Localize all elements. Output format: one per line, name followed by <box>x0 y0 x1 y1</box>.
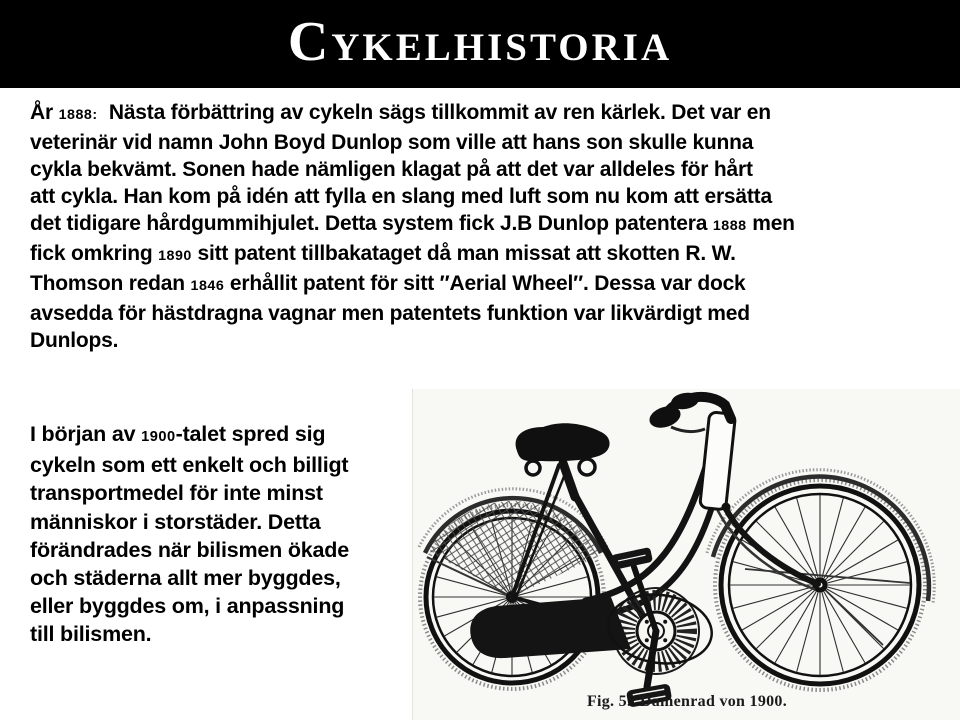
text-line: Dunlops. <box>30 329 119 352</box>
figure-caption: Fig. 5. Damenrad von 1900. <box>586 693 788 710</box>
paragraph-1900s-spread <box>30 420 349 649</box>
slide-title: Cykelhistoria <box>287 11 673 73</box>
chaincase <box>470 597 631 658</box>
bicycle-figure <box>412 389 960 720</box>
text-line: veterinär vid namn John Boyd Dunlop som ville att hans son skulle kunna <box>30 131 754 154</box>
text-line: I början av 1900-talet spred sig <box>30 422 326 446</box>
saddle <box>516 423 610 477</box>
saddle-spring <box>526 461 540 475</box>
text-line: det tidigare hårdgummihjulet. Detta system fick J.B Dunlop patentera 1888 men <box>30 212 795 235</box>
steering <box>647 391 736 512</box>
text-line: Thomson redan 1846 erhållit patent för sitt ″Aerial Wheel″. Dessa var dock <box>30 272 746 295</box>
brake-lever <box>671 427 705 432</box>
text-line: cykla bekvämt. Sonen hade nämligen klagat på att det var alldeles för hårt <box>30 158 753 181</box>
saddle-spring <box>579 459 595 475</box>
text-line: transportmedel för inte minst <box>30 481 323 506</box>
front-wheel <box>707 470 934 690</box>
text-line: människor i storstäder. Detta <box>30 509 321 534</box>
text-line: cykeln som ett enkelt och billigt <box>30 453 349 478</box>
text-line: avsedda för hästdragna vagnar men patentets funktion var likvärdigt med <box>30 302 750 325</box>
text-line: och städerna allt mer byggdes, <box>30 566 341 591</box>
text-line: förändrades när bilismen ökade <box>30 537 349 562</box>
text-line: År 1888: Nästa förbättring av cykeln sägs tillkommit av ren kärlek. Det var en <box>30 101 771 124</box>
bicycle-illustration <box>413 389 960 720</box>
title-bar <box>0 0 960 88</box>
text-line: till bilismen. <box>30 622 152 647</box>
text-line: eller byggdes om, i anpassning <box>30 594 345 619</box>
head-tube <box>700 412 736 510</box>
text-line: att cykla. Han kom på idén att fylla en slang med luft som nu kom att ersätta <box>30 185 772 208</box>
paragraph-dunlop-1888 <box>30 99 795 354</box>
text-line: fick omkring 1890 sitt patent tillbakataget då man missat att skotten R. W. <box>30 242 736 265</box>
